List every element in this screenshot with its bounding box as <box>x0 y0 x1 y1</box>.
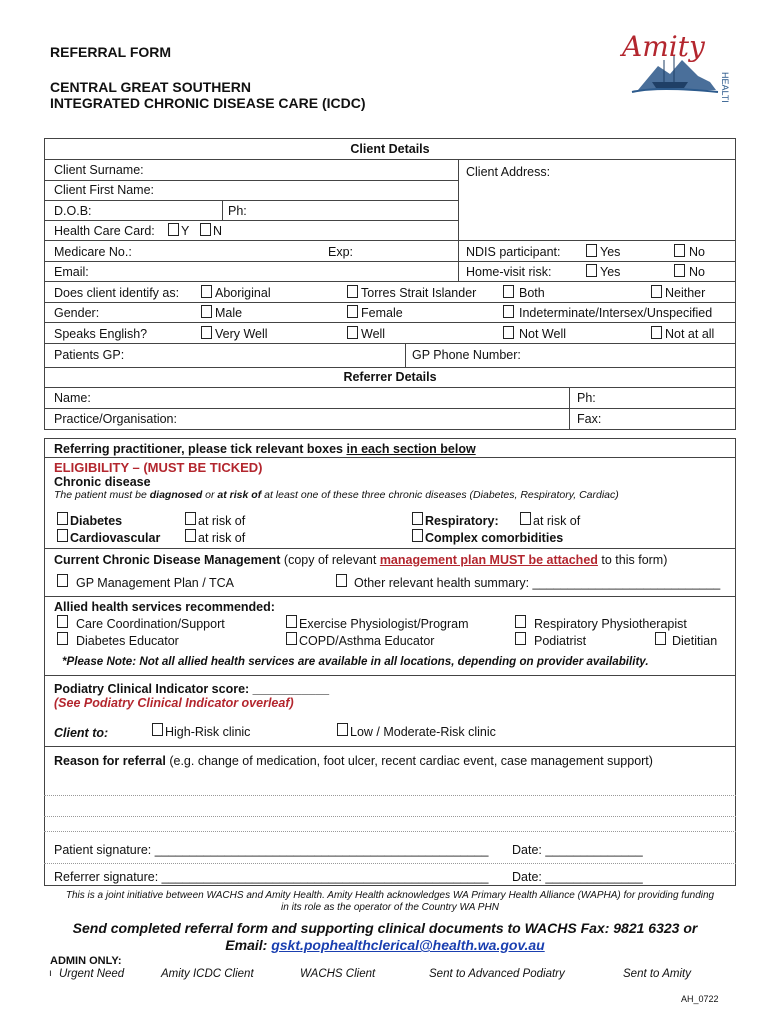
health-care-card-label: Health Care Card: <box>54 224 155 238</box>
sent-amity-label: Sent to Amity <box>623 968 691 980</box>
neither-label: Neither <box>665 286 706 300</box>
cardiovascular-checkbox[interactable] <box>57 529 68 542</box>
diabetes-at-risk-checkbox[interactable] <box>185 512 196 525</box>
hcc-no-checkbox[interactable] <box>200 223 211 236</box>
copd-label: COPD/Asthma Educator <box>299 634 435 648</box>
female-label: Female <box>361 306 403 320</box>
tsi-checkbox[interactable] <box>347 285 358 298</box>
complex-comorbidities-label: Complex comorbidities <box>425 531 564 545</box>
ndis-no-checkbox[interactable] <box>674 244 685 257</box>
client-first-name-label[interactable]: Client First Name: <box>54 183 155 197</box>
gpmp-checkbox[interactable] <box>57 574 68 587</box>
diabetes-checkbox[interactable] <box>57 512 68 525</box>
cardiovascular-label: Cardiovascular <box>70 531 161 545</box>
client-details-title: Client Details <box>350 142 430 156</box>
complex-comorbidities-checkbox[interactable] <box>412 529 423 542</box>
allied-health-heading: Allied health services recommended: <box>54 600 275 614</box>
initiative-text: This is a joint initiative between WACHS and Amity Health. Amity Health acknowledges WA Primary Health Alliance (WAPHA) for providing funding <box>65 890 715 901</box>
dietitian-checkbox[interactable] <box>655 632 666 645</box>
org-line-2: INTEGRATED CHRONIC DISEASE CARE (ICDC) <box>50 95 366 111</box>
send-instructions: Send completed referral form and supporting clinical documents to WACHS Fax: 9821 6323 or <box>72 920 698 936</box>
not-well-checkbox[interactable] <box>503 326 514 339</box>
ndis-label: NDIS participant: <box>466 245 561 259</box>
not-well-label: Not Well <box>519 327 567 341</box>
org-line-1: CENTRAL GREAT SOUTHERN <box>50 79 251 95</box>
instruction-text: Referring practitioner, please tick relevant boxes in each section below <box>54 442 476 456</box>
wachs-client-label: WACHS Client <box>300 968 376 980</box>
very-well-checkbox[interactable] <box>201 326 212 339</box>
male-label: Male <box>215 306 243 320</box>
chronic-disease-note: The patient must be diagnosed or at risk of at least one of these three chronic diseases (Diabetes, Respiratory, Cardiac) <box>54 489 619 501</box>
urgent-need-label: Urgent Need <box>59 968 125 980</box>
respiratory-at-risk-checkbox[interactable] <box>520 512 531 525</box>
aboriginal-checkbox[interactable] <box>201 285 212 298</box>
amity-health-logo <box>618 30 730 102</box>
referrer-details-title: Referrer Details <box>343 370 437 384</box>
homevisit-no-checkbox[interactable] <box>674 264 685 277</box>
gender-label: Gender: <box>54 306 100 320</box>
diabetes-at-risk-label: at risk of <box>198 514 246 528</box>
hcc-yes-label: Y <box>181 224 190 238</box>
form-code: AH_0722 <box>681 994 719 1004</box>
client-surname-label[interactable]: Client Surname: <box>54 163 144 177</box>
eligibility-title: ELIGIBILITY – (MUST BE TICKED) <box>54 460 263 475</box>
amity-client-label: Amity ICDC Client <box>161 968 254 980</box>
high-risk-checkbox[interactable] <box>152 723 163 736</box>
referrer-name-label[interactable]: Name: <box>54 391 91 405</box>
exercise-checkbox[interactable] <box>286 615 297 628</box>
resp-physio-label: Respiratory Physiotherapist <box>534 617 687 631</box>
dietitian-label: Dietitian <box>672 634 718 648</box>
high-risk-label: High-Risk clinic <box>165 725 251 739</box>
reason-for-referral[interactable]: Reason for referral (e.g. change of medication, foot ulcer, recent cardiac event, case management support) <box>54 754 653 768</box>
email-line: Email: gskt.pophealthclerical@health.wa.gov.au <box>225 937 545 953</box>
form-title: REFERRAL FORM <box>50 44 172 60</box>
exercise-label: Exercise Physiologist/Program <box>299 617 469 631</box>
female-checkbox[interactable] <box>347 305 358 318</box>
both-checkbox[interactable] <box>503 285 514 298</box>
email-label[interactable]: Email: <box>54 265 89 279</box>
patient-date-field[interactable]: Date: ______________ <box>512 843 643 857</box>
allied-note: *Please Note: Not all allied health services are available in all locations, depending on provider availability. <box>62 655 649 668</box>
ndis-no-label: No <box>689 245 705 259</box>
referrer-date-field[interactable]: Date: ______________ <box>512 870 643 884</box>
homevisit-yes-label: Yes <box>600 265 621 279</box>
gp-phone-label[interactable]: GP Phone Number: <box>412 348 521 362</box>
cardio-at-risk-label: at risk of <box>198 531 246 545</box>
admin-only-label: ADMIN ONLY: <box>50 955 122 967</box>
hcc-no-label: N <box>213 224 223 238</box>
medicare-label[interactable]: Medicare No.: <box>54 245 132 259</box>
podiatry-see-overleaf: (See Podiatry Clinical Indicator overleaf) <box>54 696 294 710</box>
referrer-ph-label[interactable]: Ph: <box>577 391 596 405</box>
diabetes-educator-label: Diabetes Educator <box>76 634 179 648</box>
svg-text:Amity: Amity <box>622 30 705 63</box>
neither-checkbox[interactable] <box>651 285 662 298</box>
patient-signature-field[interactable]: Patient signature: ________________________________________________ <box>54 843 489 857</box>
care-coord-label: Care Coordination/Support <box>76 617 225 631</box>
client-details-box <box>44 138 736 368</box>
client-ph-label[interactable]: Ph: <box>228 204 247 218</box>
podiatrist-label: Podiatrist <box>534 634 587 648</box>
diabetes-label: Diabetes <box>70 514 123 528</box>
podiatrist-checkbox[interactable] <box>515 632 526 645</box>
wachs-email-link[interactable]: gskt.pophealthclerical@health.wa.gov.au <box>271 937 545 953</box>
speaks-english-label: Speaks English? <box>54 327 148 341</box>
urgent-need-box[interactable]: ı <box>49 968 52 979</box>
chronic-disease-heading: Chronic disease <box>54 475 151 489</box>
client-address-label[interactable]: Client Address: <box>466 165 551 179</box>
indeterminate-label: Indeterminate/Intersex/Unspecified <box>519 306 713 320</box>
home-visit-risk-label: Home-visit risk: <box>466 265 552 279</box>
patients-gp-label[interactable]: Patients GP: <box>54 348 125 362</box>
cardio-at-risk-checkbox[interactable] <box>185 529 196 542</box>
copd-checkbox[interactable] <box>286 632 297 645</box>
referrer-signature-field[interactable]: Referrer signature: _______________________________________________ <box>54 870 489 884</box>
client-to-label: Client to: <box>54 726 109 740</box>
ndis-yes-checkbox[interactable] <box>586 244 597 257</box>
homevisit-yes-checkbox[interactable] <box>586 264 597 277</box>
practice-label[interactable]: Practice/Organisation: <box>54 412 177 426</box>
care-coord-checkbox[interactable] <box>57 615 68 628</box>
respiratory-checkbox[interactable] <box>412 512 423 525</box>
indeterminate-checkbox[interactable] <box>503 305 514 318</box>
not-at-all-checkbox[interactable] <box>651 326 662 339</box>
referrer-fax-label[interactable]: Fax: <box>577 412 602 426</box>
identify-label: Does client identify as: <box>54 286 180 300</box>
medicare-exp-label[interactable]: Exp: <box>328 245 354 259</box>
resp-physio-checkbox[interactable] <box>515 615 526 628</box>
male-checkbox[interactable] <box>201 305 212 318</box>
respiratory-at-risk-label: at risk of <box>533 514 581 528</box>
low-risk-label: Low / Moderate-Risk clinic <box>350 725 496 739</box>
ndis-yes-label: Yes <box>600 245 621 259</box>
gpmp-label: GP Management Plan / TCA <box>76 576 234 590</box>
both-label: Both <box>519 286 545 300</box>
hcc-yes-checkbox[interactable] <box>168 223 179 236</box>
very-well-label: Very Well <box>215 327 268 341</box>
respiratory-label: Respiratory: <box>425 514 499 528</box>
other-summary-label[interactable]: Other relevant health summary: ___________________________ <box>354 576 721 590</box>
low-risk-checkbox[interactable] <box>337 723 348 736</box>
initiative-text-2: in its role as the operator of the Country WA PHN <box>281 902 499 913</box>
homevisit-no-label: No <box>689 265 705 279</box>
well-checkbox[interactable] <box>347 326 358 339</box>
tsi-label: Torres Strait Islander <box>361 286 477 300</box>
well-label: Well <box>361 327 386 341</box>
diabetes-educator-checkbox[interactable] <box>57 632 68 645</box>
management-heading: Current Chronic Disease Management (copy of relevant management plan MUST be attached to this form) <box>54 553 668 567</box>
podiatry-score-label[interactable]: Podiatry Clinical Indicator score: ___________ <box>54 682 330 696</box>
aboriginal-label: Aboriginal <box>215 286 271 300</box>
dob-label[interactable]: D.O.B: <box>54 204 92 218</box>
sent-podiatry-label: Sent to Advanced Podiatry <box>429 968 565 980</box>
not-at-all-label: Not at all <box>665 327 715 341</box>
svg-text:HEALTH: HEALTH <box>720 72 730 102</box>
other-summary-checkbox[interactable] <box>336 574 347 587</box>
